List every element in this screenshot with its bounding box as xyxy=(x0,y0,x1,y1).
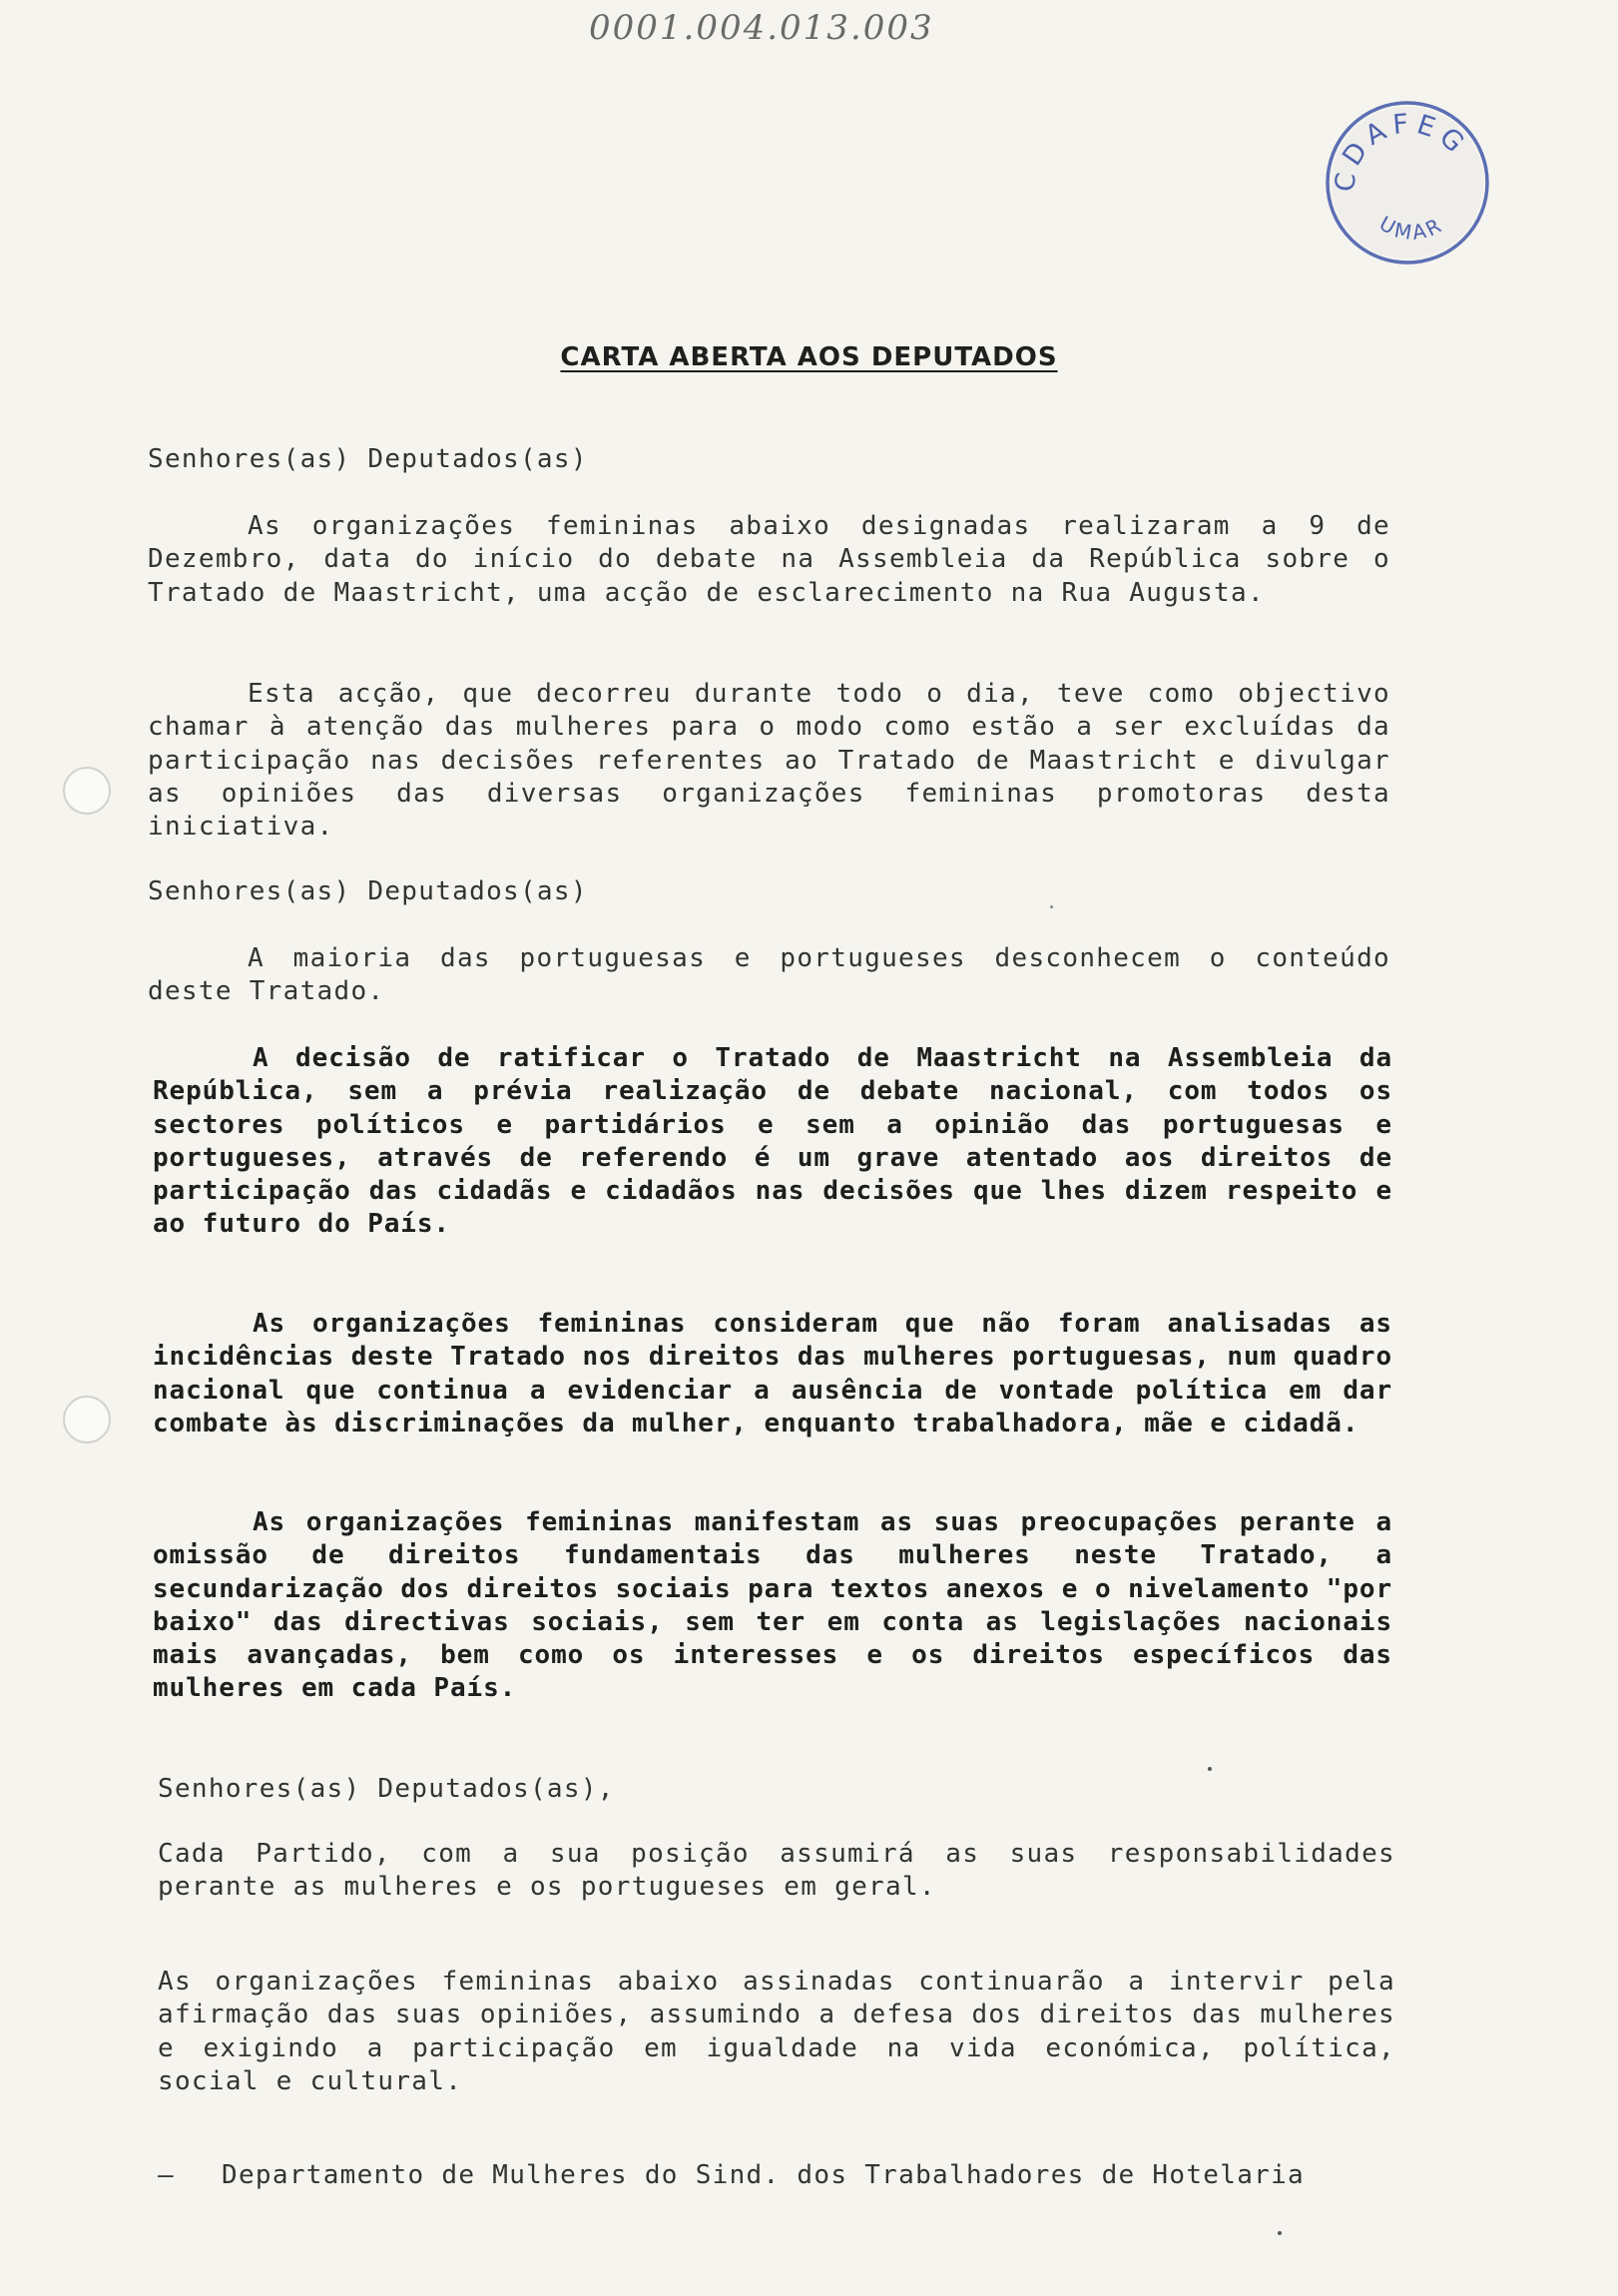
archive-stamp xyxy=(1323,98,1492,268)
stamp-top-text: CDAFEG xyxy=(1329,108,1474,194)
paragraph: A decisão de ratificar o Tratado de Maastricht na Assembleia da República, sem a prévia realização de debate nacional, com todos os sectores políticos e partidários e sem a opinião das portuguesas e portugueses, através de referendo é um grave atentado aos direitos de participação das cidadãs e cidadãos nas decisões que lhes dizem respeito e ao futuro do País. xyxy=(153,1043,1392,1240)
punch-hole xyxy=(63,767,111,815)
salutation: Senhores(as) Deputados(as) xyxy=(148,444,588,474)
list-dash: – xyxy=(158,2160,175,2190)
paper-speck xyxy=(1050,905,1053,908)
paragraph: Cada Partido, com a sua posição assumirá as suas responsabilidades perante as mulheres e os portugueses em geral. xyxy=(158,1839,1395,1903)
salutation: Senhores(as) Deputados(as) xyxy=(148,876,588,906)
paper-speck xyxy=(1208,1767,1212,1771)
salutation: Senhores(as) Deputados(as), xyxy=(158,1774,615,1804)
letter-title: CARTA ABERTA AOS DEPUTADOS xyxy=(560,342,1058,372)
paragraph: A maioria das portuguesas e portugueses desconhecem o conteúdo deste Tratado. xyxy=(148,943,1390,1007)
signatory-name: Departamento de Mulheres do Sind. dos Trabalhadores de Hotelaria xyxy=(222,2160,1306,2190)
stamp-bottom-text: UMAR xyxy=(1375,211,1448,246)
paragraph: As organizações femininas abaixo designadas realizaram a 9 de Dezembro, data do início do debate na Assembleia da República sobre o Tratado de Maastricht, uma acção de esclarecimento na Rua Augusta. xyxy=(148,511,1390,608)
punch-hole xyxy=(63,1396,111,1443)
archive-code: 0001.004.013.003 xyxy=(589,8,934,48)
paper-speck xyxy=(1278,2231,1282,2235)
bleed-through-text xyxy=(1058,150,1072,178)
paragraph: Esta acção, que decorreu durante todo o dia, teve como objectivo chamar à atenção das mulheres para o modo como estão a ser excluídas da participação nas decisões referentes ao Tratado de Maastricht e divulgar as opiniões das diversas organizações femininas promotoras desta iniciativa. xyxy=(148,679,1390,843)
paragraph: As organizações femininas consideram que não foram analisadas as incidências deste Tratado nos direitos das mulheres portuguesas, num quadro nacional que continua a evidenciar a ausência de vontade política em dar combate às discriminações da mulher, enquanto trabalhadora, mãe e cidadã. xyxy=(153,1309,1392,1438)
paragraph: As organizações femininas manifestam as suas preocupações perante a omissão de direitos fundamentais das mulheres neste Tratado, a secundarização dos direitos sociais para textos anexos e o nivelamento "por baixo" das directivas sociais, sem ter em conta as legislações nacionais mais avançadas, bem como os interesses e os direitos específicos das mulheres em cada País. xyxy=(153,1507,1392,1704)
signatory-list-item xyxy=(158,2159,1365,2192)
paragraph: As organizações femininas abaixo assinadas continuarão a intervir pela afirmação das suas opiniões, assumindo a defesa dos direitos das mulheres e exigindo a participação em igualdade na vida económica, política, social e cultural. xyxy=(158,1967,1395,2096)
